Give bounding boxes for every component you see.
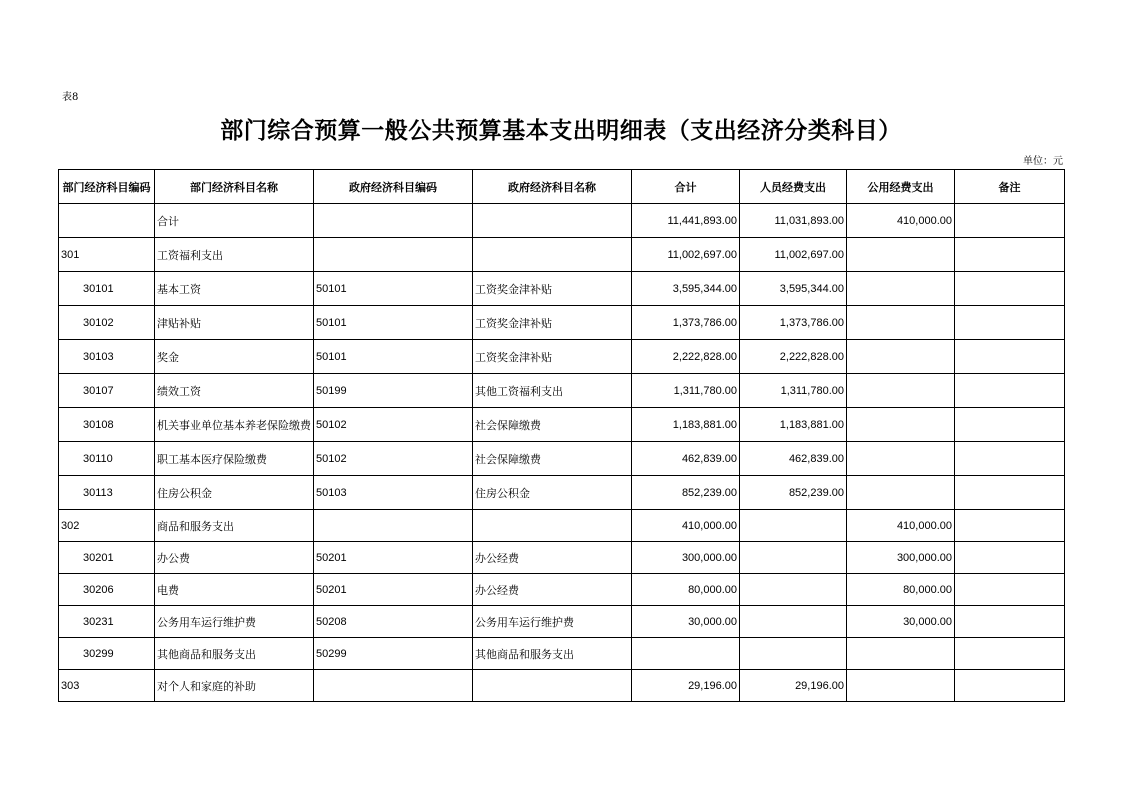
table-row xyxy=(59,476,1065,510)
cell-public xyxy=(847,374,955,408)
cell-dept-name: 商品和服务支出 xyxy=(155,510,314,542)
cell-public xyxy=(847,306,955,340)
cell-dept-name: 津贴补贴 xyxy=(155,306,314,340)
cell-total: 462,839.00 xyxy=(632,442,740,476)
cell-total: 11,002,697.00 xyxy=(632,238,740,272)
table-row xyxy=(59,272,1065,306)
cell-gov-code: 50101 xyxy=(314,340,473,374)
cell-dept-name: 职工基本医疗保险缴费 xyxy=(155,442,314,476)
cell-public xyxy=(847,272,955,306)
cell-gov-code xyxy=(314,670,473,702)
col-header-gov-name: 政府经济科目名称 xyxy=(473,170,632,204)
cell-gov-name: 工资奖金津补贴 xyxy=(473,272,632,306)
table-row xyxy=(59,306,1065,340)
cell-dept-code: 30103 xyxy=(59,340,155,374)
cell-public xyxy=(847,442,955,476)
cell-public xyxy=(847,340,955,374)
cell-gov-code: 50201 xyxy=(314,542,473,574)
cell-total: 29,196.00 xyxy=(632,670,740,702)
table-row xyxy=(59,204,1065,238)
cell-gov-name: 办公经费 xyxy=(473,542,632,574)
col-header-public: 公用经费支出 xyxy=(847,170,955,204)
col-header-personnel: 人员经费支出 xyxy=(740,170,847,204)
table-row xyxy=(59,408,1065,442)
cell-public xyxy=(847,238,955,272)
table-body xyxy=(59,204,1065,702)
col-header-gov-code: 政府经济科目编码 xyxy=(314,170,473,204)
col-header-note: 备注 xyxy=(955,170,1065,204)
cell-dept-name: 住房公积金 xyxy=(155,476,314,510)
cell-dept-code: 302 xyxy=(59,510,155,542)
cell-note xyxy=(955,510,1065,542)
cell-personnel: 29,196.00 xyxy=(740,670,847,702)
cell-dept-name: 公务用车运行维护费 xyxy=(155,606,314,638)
cell-note xyxy=(955,476,1065,510)
cell-personnel: 11,031,893.00 xyxy=(740,204,847,238)
cell-gov-name: 其他工资福利支出 xyxy=(473,374,632,408)
cell-dept-name: 合计 xyxy=(155,204,314,238)
cell-note xyxy=(955,340,1065,374)
cell-personnel xyxy=(740,638,847,670)
cell-dept-code: 30102 xyxy=(59,306,155,340)
cell-dept-name: 电费 xyxy=(155,574,314,606)
page-title: 部门综合预算一般公共预算基本支出明细表（支出经济分类科目） xyxy=(220,117,902,144)
cell-public xyxy=(847,638,955,670)
cell-gov-name xyxy=(473,510,632,542)
cell-dept-name: 绩效工资 xyxy=(155,374,314,408)
cell-gov-name xyxy=(473,204,632,238)
cell-total: 1,373,786.00 xyxy=(632,306,740,340)
cell-gov-code: 50208 xyxy=(314,606,473,638)
cell-dept-name: 奖金 xyxy=(155,340,314,374)
cell-gov-code: 50199 xyxy=(314,374,473,408)
cell-dept-code: 30299 xyxy=(59,638,155,670)
cell-note xyxy=(955,238,1065,272)
cell-gov-code: 50201 xyxy=(314,574,473,606)
table-row xyxy=(59,574,1065,606)
col-header-dept-code: 部门经济科目编码 xyxy=(59,170,155,204)
cell-dept-code: 30107 xyxy=(59,374,155,408)
col-header-dept-name: 部门经济科目名称 xyxy=(155,170,314,204)
cell-gov-name: 工资奖金津补贴 xyxy=(473,306,632,340)
table-row xyxy=(59,606,1065,638)
cell-gov-code xyxy=(314,204,473,238)
cell-gov-code: 50101 xyxy=(314,306,473,340)
cell-total: 1,311,780.00 xyxy=(632,374,740,408)
cell-total: 11,441,893.00 xyxy=(632,204,740,238)
cell-dept-code: 30231 xyxy=(59,606,155,638)
cell-public: 30,000.00 xyxy=(847,606,955,638)
cell-gov-name: 办公经费 xyxy=(473,574,632,606)
cell-dept-code: 303 xyxy=(59,670,155,702)
cell-gov-name xyxy=(473,238,632,272)
cell-total: 300,000.00 xyxy=(632,542,740,574)
cell-dept-code: 30201 xyxy=(59,542,155,574)
cell-dept-code: 30113 xyxy=(59,476,155,510)
cell-gov-name: 社会保障缴费 xyxy=(473,442,632,476)
cell-personnel: 2,222,828.00 xyxy=(740,340,847,374)
cell-gov-name: 工资奖金津补贴 xyxy=(473,340,632,374)
cell-personnel xyxy=(740,510,847,542)
cell-personnel: 1,373,786.00 xyxy=(740,306,847,340)
cell-personnel: 1,311,780.00 xyxy=(740,374,847,408)
header-row xyxy=(59,170,1065,204)
cell-personnel: 462,839.00 xyxy=(740,442,847,476)
cell-dept-code: 30110 xyxy=(59,442,155,476)
cell-dept-code: 30101 xyxy=(59,272,155,306)
cell-public: 410,000.00 xyxy=(847,204,955,238)
cell-personnel: 852,239.00 xyxy=(740,476,847,510)
unit-label: 单位：元 xyxy=(1023,156,1063,167)
cell-dept-name: 基本工资 xyxy=(155,272,314,306)
cell-dept-code: 30206 xyxy=(59,574,155,606)
expenditure-detail-table xyxy=(58,169,1065,702)
cell-gov-code: 50102 xyxy=(314,442,473,476)
cell-note xyxy=(955,542,1065,574)
col-header-total: 合计 xyxy=(632,170,740,204)
cell-gov-name xyxy=(473,670,632,702)
cell-public xyxy=(847,476,955,510)
cell-note xyxy=(955,374,1065,408)
cell-total: 80,000.00 xyxy=(632,574,740,606)
cell-personnel xyxy=(740,606,847,638)
table-row xyxy=(59,442,1065,476)
cell-public: 300,000.00 xyxy=(847,542,955,574)
cell-dept-code xyxy=(59,204,155,238)
cell-gov-code: 50299 xyxy=(314,638,473,670)
cell-dept-name: 对个人和家庭的补助 xyxy=(155,670,314,702)
cell-personnel: 3,595,344.00 xyxy=(740,272,847,306)
cell-note xyxy=(955,272,1065,306)
cell-dept-name: 机关事业单位基本养老保险缴费 xyxy=(155,408,314,442)
cell-note xyxy=(955,204,1065,238)
cell-gov-name: 社会保障缴费 xyxy=(473,408,632,442)
cell-gov-name: 其他商品和服务支出 xyxy=(473,638,632,670)
cell-note xyxy=(955,638,1065,670)
cell-public: 80,000.00 xyxy=(847,574,955,606)
table-row xyxy=(59,340,1065,374)
cell-note xyxy=(955,574,1065,606)
table-row xyxy=(59,638,1065,670)
cell-dept-name: 办公费 xyxy=(155,542,314,574)
cell-gov-code: 50101 xyxy=(314,272,473,306)
cell-personnel xyxy=(740,542,847,574)
table-row xyxy=(59,238,1065,272)
cell-gov-code xyxy=(314,510,473,542)
cell-gov-name: 公务用车运行维护费 xyxy=(473,606,632,638)
cell-total: 1,183,881.00 xyxy=(632,408,740,442)
cell-note xyxy=(955,606,1065,638)
cell-note xyxy=(955,670,1065,702)
table-row xyxy=(59,670,1065,702)
cell-public xyxy=(847,670,955,702)
cell-total: 3,595,344.00 xyxy=(632,272,740,306)
cell-dept-code: 30108 xyxy=(59,408,155,442)
cell-public xyxy=(847,408,955,442)
table-row xyxy=(59,542,1065,574)
cell-public: 410,000.00 xyxy=(847,510,955,542)
cell-total: 852,239.00 xyxy=(632,476,740,510)
cell-gov-name: 住房公积金 xyxy=(473,476,632,510)
table-row xyxy=(59,374,1065,408)
cell-dept-code: 301 xyxy=(59,238,155,272)
cell-dept-name: 其他商品和服务支出 xyxy=(155,638,314,670)
cell-total xyxy=(632,638,740,670)
cell-gov-code: 50103 xyxy=(314,476,473,510)
cell-note xyxy=(955,408,1065,442)
cell-gov-code xyxy=(314,238,473,272)
cell-total: 30,000.00 xyxy=(632,606,740,638)
cell-total: 2,222,828.00 xyxy=(632,340,740,374)
cell-note xyxy=(955,306,1065,340)
cell-personnel xyxy=(740,574,847,606)
table-row xyxy=(59,510,1065,542)
table-number: 表8 xyxy=(62,92,79,103)
cell-gov-code: 50102 xyxy=(314,408,473,442)
cell-personnel: 1,183,881.00 xyxy=(740,408,847,442)
cell-dept-name: 工资福利支出 xyxy=(155,238,314,272)
cell-personnel: 11,002,697.00 xyxy=(740,238,847,272)
cell-total: 410,000.00 xyxy=(632,510,740,542)
cell-note xyxy=(955,442,1065,476)
